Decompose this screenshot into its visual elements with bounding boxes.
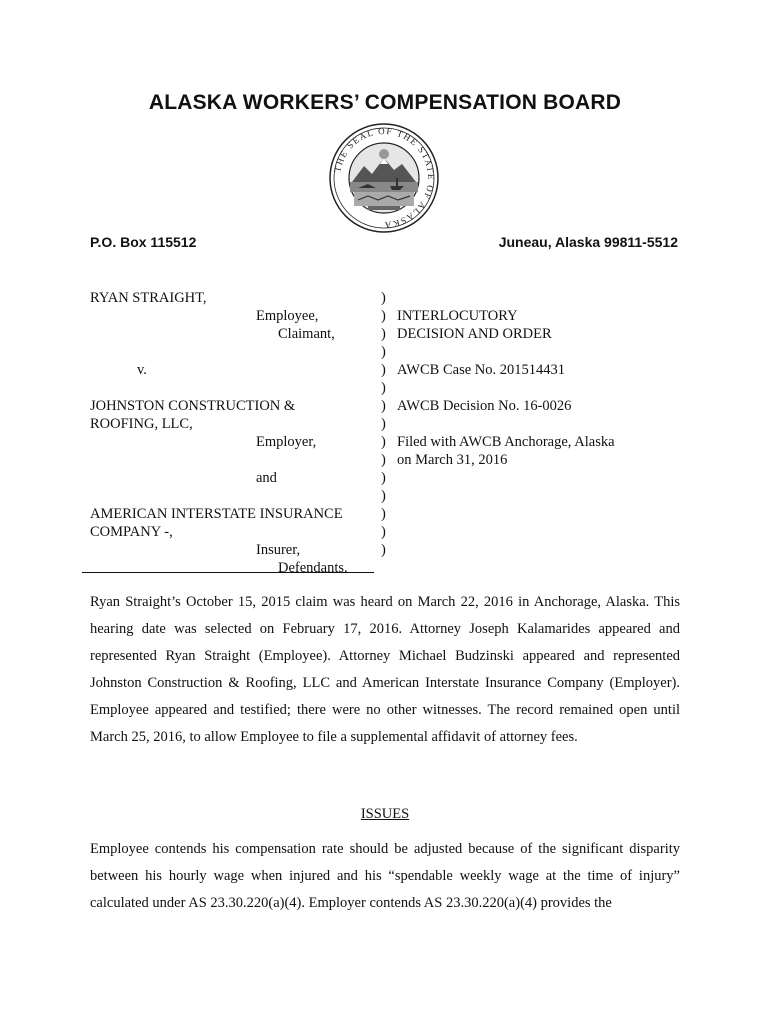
svg-text:THE SEAL OF THE STATE OF ALASK: THE SEAL OF THE STATE OF ALASKA: [332, 125, 437, 231]
filed-line2: on March 31, 2016: [397, 452, 508, 468]
city-address: Juneau, Alaska 99811-5512: [498, 234, 678, 250]
case-number: AWCB Case No. 201514431: [397, 362, 565, 378]
versus: v.: [137, 362, 147, 378]
decision-title-line1: INTERLOCUTORY: [397, 308, 518, 324]
insurer-name-line2: COMPANY -,: [90, 524, 173, 540]
claimant-role-employee: Employee,: [256, 308, 319, 324]
defendants-label: Defendants.: [278, 560, 348, 576]
insurer-role: Insurer,: [256, 542, 301, 558]
employer-name-line1: JOHNSTON CONSTRUCTION &: [90, 398, 296, 414]
and-conjunction: and: [256, 470, 277, 486]
issues-heading: ISSUES: [360, 806, 410, 822]
intro-paragraph: Ryan Straight’s October 15, 2015 claim was heard on March 22, 2016 in Anchorage, Alaska. This hearing date was selected on February 17, 2016. Attorney Joseph Kalamarides appeared and represented Ryan Straight (Employee). Attorney Michael Budzinski appeared and represented Johnston Construction & Roofing, LLC and American Interstate Insurance Company (Employer). Employee appeared and testified; there were no other witnesses. The record remained open until March 25, 2016, to allow Employee to file a supplemental affidavit of attorney fees.: [90, 594, 680, 745]
issues-paragraph: Employee contends his compensation rate should be adjusted because of the significant disparity between his hourly wage when injured and his “spendable weekly wage at the time of injury” calculated under AS 23.30.220(a)(4). Employer contends AS 23.30.220(a)(4) provides the: [90, 841, 680, 911]
claimant-role-claimant: Claimant,: [278, 326, 335, 342]
employer-name-line2: ROOFING, LLC,: [90, 416, 193, 432]
insurer-name-line1: AMERICAN INTERSTATE INSURANCE: [90, 506, 343, 522]
caption-parens: ) ) ) ) ) ) ) ) ) ) ) ) ) ) ): [381, 290, 386, 558]
filed-line1: Filed with AWCB Anchorage, Alaska: [397, 434, 615, 450]
board-title: ALASKA WORKERS’ COMPENSATION BOARD: [148, 91, 622, 114]
state-seal-icon: [328, 122, 440, 234]
decision-title-line2: DECISION AND ORDER: [397, 326, 552, 342]
claimant-name: RYAN STRAIGHT,: [90, 290, 207, 306]
po-box: P.O. Box 115512: [90, 234, 197, 250]
decision-number: AWCB Decision No. 16-0026: [397, 398, 572, 414]
caption-underline: [82, 572, 374, 573]
employer-role: Employer,: [256, 434, 317, 450]
